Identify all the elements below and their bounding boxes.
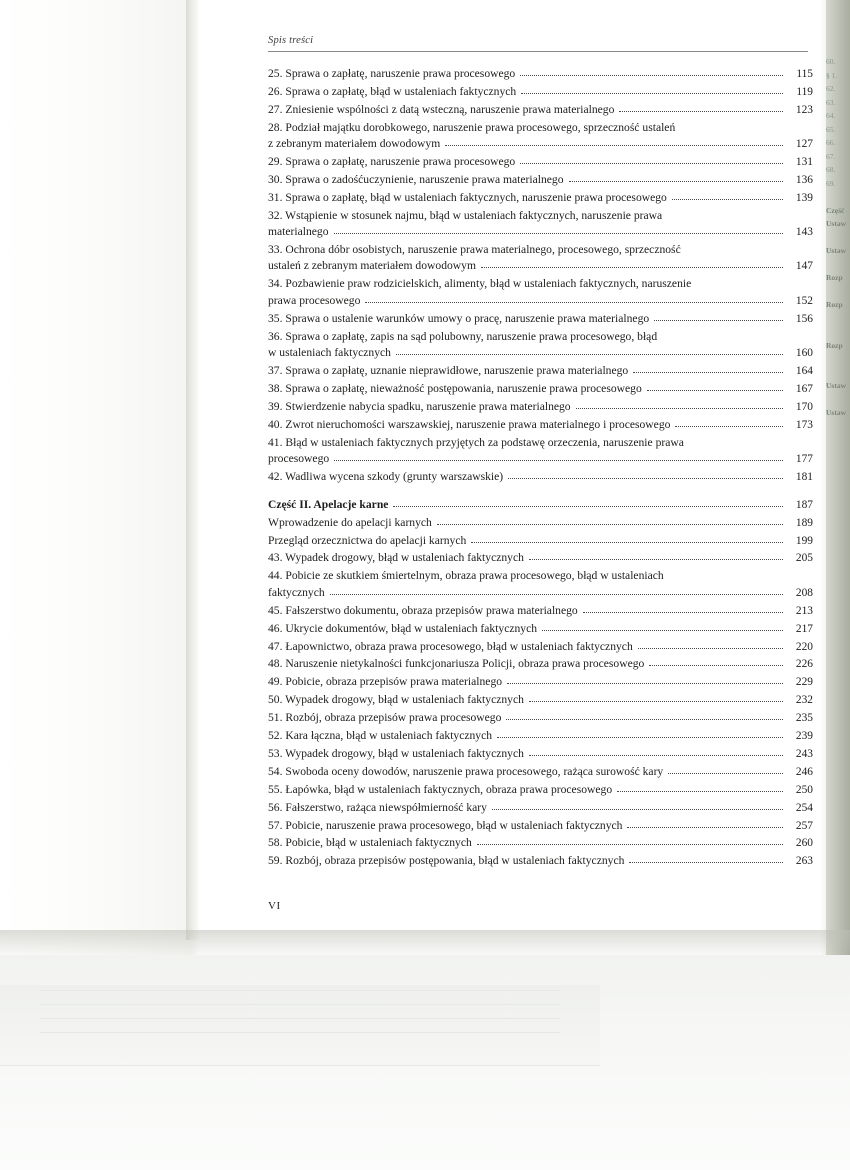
ghost-line: Rozp — [826, 300, 843, 309]
toc-entry-label: 53. Wypadek drogowy, błąd w ustaleniach faktycznych — [268, 746, 524, 760]
toc-entry-label-cont: w ustaleniach faktycznych — [268, 346, 391, 359]
header-rule — [268, 51, 808, 52]
toc-entry-label: 50. Wypadek drogowy, błąd w ustaleniach faktycznych — [268, 693, 524, 707]
toc-entry[interactable] — [268, 818, 813, 834]
toc-entry[interactable] — [268, 399, 813, 415]
toc-page-number: 136 — [795, 173, 813, 186]
toc-entry[interactable] — [268, 381, 813, 397]
toc-entry[interactable] — [268, 276, 813, 309]
toc-entry[interactable] — [268, 746, 813, 762]
toc-entry-second-line — [268, 451, 813, 467]
toc-dot-leader — [437, 515, 783, 525]
toc-dot-leader — [492, 800, 783, 810]
toc-entry[interactable] — [268, 692, 813, 708]
ghost-line: § 1. — [826, 70, 838, 80]
page-content — [268, 0, 813, 912]
toc-entry-label: 36. Sprawa o zapłatę, zapis na sąd polubowny, naruszenie prawa procesowego, błąd — [268, 329, 658, 343]
toc-entry[interactable] — [268, 242, 813, 275]
toc-page-number: 229 — [795, 676, 813, 689]
toc-entry-label: 44. Pobicie ze skutkiem śmiertelnym, obraza prawa procesowego, błąd w ustaleniach — [268, 569, 664, 583]
toc-entry[interactable] — [268, 853, 813, 869]
toc-entry[interactable] — [268, 603, 813, 619]
toc-entry[interactable] — [268, 621, 813, 637]
ghost-line: 60. — [826, 57, 836, 66]
toc-entry-label: 57. Pobicie, naruszenie prawa procesowego, błąd w ustaleniach faktycznych — [268, 818, 623, 832]
ghost-line: Ustaw — [826, 219, 846, 228]
toc-entry-label: 49. Pobicie, obraza przepisów prawa materialnego — [268, 675, 503, 689]
toc-page-number: 164 — [795, 364, 813, 377]
toc-entry[interactable] — [268, 66, 813, 82]
toc-entry-second-line — [268, 293, 813, 309]
ghost-line — [826, 231, 850, 245]
toc-entry[interactable] — [268, 782, 813, 798]
ghost-line: 65. — [826, 124, 836, 134]
toc-page-number: 254 — [795, 801, 813, 814]
toc-dot-leader — [506, 710, 783, 720]
toc-page-number: 213 — [795, 604, 813, 617]
toc-page-number: 170 — [795, 400, 813, 413]
toc-dot-leader — [633, 363, 783, 373]
toc-entry-label: 42. Wadliwa wycena szkody (grunty warszawskie) — [268, 469, 504, 483]
toc-dot-leader — [649, 656, 783, 666]
toc-dot-leader — [481, 258, 783, 268]
ghost-line — [826, 258, 850, 272]
toc-entry-label: 47. Łapownictwo, obraza prawa procesowego, błąd w ustaleniach faktycznych — [268, 639, 633, 653]
toc-dot-leader — [477, 835, 783, 845]
toc-page-number: 167 — [795, 382, 813, 395]
toc-entry-label: 59. Rozbój, obraza przepisów postępowania, błąd w ustaleniach faktycznych — [268, 854, 625, 868]
toc-entry[interactable] — [268, 639, 813, 655]
toc-entry[interactable] — [268, 102, 813, 118]
toc-page-number: 243 — [795, 747, 813, 760]
toc-page-number: 160 — [795, 347, 813, 359]
toc-entry[interactable] — [268, 329, 813, 362]
toc-entry-second-line — [268, 224, 813, 240]
running-head: Spis treści — [268, 35, 314, 46]
toc-entry-label: 43. Wypadek drogowy, błąd w ustaleniach faktycznych — [268, 551, 524, 565]
ghost-line — [826, 190, 850, 204]
toc-dot-leader — [672, 190, 783, 200]
toc-page-number: 181 — [795, 470, 813, 483]
ghost-line: 69. — [826, 178, 836, 188]
toc-entry[interactable] — [268, 84, 813, 100]
page-left-edge — [186, 0, 200, 940]
toc-dot-leader — [445, 136, 783, 146]
toc-dot-leader — [647, 381, 783, 391]
toc-entry-label: 39. Stwierdzenie nabycia spadku, naruszenie prawa materialnego — [268, 399, 571, 413]
toc-dot-leader — [365, 293, 783, 303]
toc-entry-label: 30. Sprawa o zadośćuczynienie, naruszenie prawa materialnego — [268, 172, 564, 186]
toc-entry[interactable] — [268, 172, 813, 188]
toc-page-number: 246 — [795, 765, 813, 778]
toc-entry-second-line — [268, 136, 813, 152]
toc-entry-label: 41. Błąd w ustaleniach faktycznych przyjętych za podstawę orzeczenia, naruszenie prawa — [268, 435, 684, 449]
toc-dot-leader — [654, 311, 783, 321]
ghost-line — [826, 393, 850, 407]
toc-dot-leader — [330, 585, 783, 595]
toc-entry-label: 37. Sprawa o zapłatę, uznanie nieprawidłowe, naruszenie prawa materialnego — [268, 363, 629, 377]
toc-page-number: 239 — [795, 730, 813, 743]
ghost-line: Rozp — [826, 340, 843, 350]
toc-entry-label: 28. Podział majątku dorobkowego, naruszenie prawa procesowego, sprzeczność ustaleń — [268, 120, 676, 134]
toc-entry-label: 52. Kara łączna, błąd w ustaleniach faktycznych — [268, 729, 493, 743]
toc-entry-label: 56. Fałszerstwo, rażąca niewspółmierność kary — [268, 800, 487, 814]
toc-dot-leader — [529, 550, 783, 560]
toc-page-number: 123 — [795, 103, 813, 116]
facing-page-ghost-text — [826, 55, 850, 875]
toc-dot-leader — [334, 451, 783, 461]
ghost-line: Ustaw — [826, 381, 846, 390]
toc-entry-label: 34. Pozbawienie praw rodzicielskich, alimenty, błąd w ustaleniach faktycznych, naruszenie — [268, 277, 692, 291]
toc-dot-leader — [529, 746, 783, 756]
toc-dot-leader — [393, 497, 783, 507]
ghost-line: 63. — [826, 97, 836, 107]
toc-entry-label: 55. Łapówka, błąd w ustaleniach faktycznych, obraza prawa procesowego — [268, 782, 613, 796]
table-of-contents — [268, 66, 813, 870]
toc-dot-leader — [497, 728, 783, 738]
toc-entry-label-cont: prawa procesowego — [268, 293, 361, 307]
toc-entry-label: Część II. Apelacje karne — [268, 497, 389, 511]
toc-page-number: 127 — [795, 138, 813, 151]
toc-dot-leader — [619, 102, 783, 112]
toc-page-number: 232 — [795, 694, 813, 707]
toc-dot-leader — [569, 172, 783, 182]
toc-page-number: 143 — [795, 226, 813, 239]
toc-entry-label-cont: ustaleń z zebranym materiałem dowodowym — [268, 259, 476, 273]
toc-dot-leader — [583, 603, 783, 613]
ghost-line: 62. — [826, 84, 836, 93]
toc-entry-label: Wprowadzenie do apelacji karnych — [268, 515, 432, 529]
toc-entry[interactable] — [268, 728, 813, 744]
toc-entry-label: 48. Naruszenie nietykalności funkcjonariusza Policji, obraza prawa procesowego — [268, 657, 645, 671]
toc-entry-label: 46. Ukrycie dokumentów, błąd w ustaleniach faktycznych — [268, 621, 538, 635]
ghost-line — [826, 312, 850, 326]
toc-page-number: 205 — [795, 552, 813, 565]
toc-page-number: 115 — [796, 68, 813, 80]
toc-entry[interactable] — [268, 208, 813, 241]
ghost-line: 66. — [826, 138, 836, 147]
toc-dot-leader — [508, 469, 783, 479]
toc-entry-label: 33. Ochrona dóbr osobistych, naruszenie prawa materialnego, procesowego, sprzeczność — [268, 243, 681, 257]
toc-entry[interactable] — [268, 835, 813, 851]
toc-entry[interactable] — [268, 311, 813, 327]
folio-number: VI — [268, 899, 281, 912]
toc-entry[interactable] — [268, 656, 813, 672]
toc-page-number: 235 — [795, 712, 813, 725]
toc-entry[interactable] — [268, 550, 813, 566]
toc-entry-label: 58. Pobicie, błąd w ustaleniach faktycznych — [268, 836, 472, 850]
toc-entry-label-cont: z zebranym materiałem dowodowym — [268, 137, 441, 151]
ghost-line — [826, 352, 850, 366]
toc-entry-label: 27. Zniesienie wspólności z datą wsteczną, naruszenie prawa materialnego — [268, 102, 615, 116]
toc-entry[interactable] — [268, 469, 813, 485]
toc-dot-leader — [471, 533, 783, 543]
toc-page-number: 177 — [795, 452, 813, 465]
toc-page-number: 250 — [795, 783, 813, 796]
toc-entry-label: 26. Sprawa o zapłatę, błąd w ustaleniach faktycznych — [268, 84, 517, 98]
toc-page-number: 139 — [795, 191, 813, 204]
ghost-line: 64. — [826, 111, 836, 120]
toc-entry-second-line — [268, 345, 813, 361]
toc-dot-leader — [542, 621, 783, 631]
toc-entry-second-line — [268, 258, 813, 274]
toc-entry[interactable] — [268, 154, 813, 170]
toc-page-number: 260 — [795, 837, 813, 850]
toc-page-number: 226 — [795, 658, 813, 671]
toc-entry-label: 31. Sprawa o zapłatę, błąd w ustaleniach faktycznych, naruszenie prawa procesowego — [268, 190, 667, 204]
toc-entry[interactable] — [268, 800, 813, 816]
toc-entry-label: Przegląd orzecznictwa do apelacji karnych — [268, 533, 467, 547]
toc-page-number: 173 — [795, 418, 813, 431]
ghost-line: 68. — [826, 165, 836, 174]
toc-entry-label: 45. Fałszerstwo dokumentu, obraza przepisów prawa materialnego — [268, 603, 578, 617]
toc-page-number: 152 — [795, 294, 813, 307]
toc-dot-leader — [675, 417, 783, 427]
toc-page-number: 199 — [795, 534, 813, 547]
toc-entry[interactable] — [268, 533, 813, 549]
toc-dot-leader — [638, 639, 783, 649]
ghost-line: Ustaw — [826, 246, 846, 255]
toc-entry[interactable] — [268, 497, 813, 513]
toc-entry-label: 40. Zwrot nieruchomości warszawskiej, naruszenie prawa materialnego i procesowego — [268, 417, 671, 431]
toc-entry[interactable] — [268, 120, 813, 153]
toc-page-number: 119 — [796, 85, 813, 98]
toc-dot-leader — [576, 399, 783, 409]
ghost-line: 67. — [826, 151, 836, 161]
toc-entry-label: 38. Sprawa o zapłatę, nieważność postępowania, naruszenie prawa procesowego — [268, 381, 642, 395]
toc-page-number: 189 — [795, 516, 813, 529]
toc-entry[interactable] — [268, 515, 813, 531]
toc-entry-label-cont: materialnego — [268, 225, 329, 239]
toc-dot-leader — [521, 84, 783, 94]
toc-dot-leader — [507, 674, 783, 684]
toc-dot-leader — [520, 66, 783, 76]
toc-page-number: 187 — [795, 498, 813, 511]
toc-page-number: 220 — [795, 640, 813, 653]
toc-dot-leader — [629, 853, 783, 863]
toc-entry[interactable] — [268, 363, 813, 379]
toc-dot-leader — [617, 782, 783, 792]
toc-entry[interactable] — [268, 674, 813, 690]
ghost-line: Część — [826, 205, 845, 215]
toc-dot-leader — [396, 345, 783, 355]
toc-entry-label: 51. Rozbój, obraza przepisów prawa procesowego — [268, 711, 502, 725]
toc-entry-label-cont: faktycznych — [268, 585, 325, 599]
toc-section-gap — [268, 487, 813, 497]
toc-dot-leader — [334, 224, 783, 234]
toc-page-number: 156 — [795, 312, 813, 325]
toc-page-number: 263 — [795, 855, 813, 868]
toc-dot-leader — [520, 154, 783, 164]
toc-entry[interactable] — [268, 764, 813, 780]
toc-entry-label: 35. Sprawa o ustalenie warunków umowy o pracę, naruszenie prawa materialnego — [268, 311, 650, 325]
ghost-line — [826, 285, 850, 299]
toc-entry-label-cont: procesowego — [268, 451, 330, 465]
lower-sheet-lines — [40, 990, 560, 1050]
toc-entry[interactable] — [268, 710, 813, 726]
ghost-line — [826, 366, 850, 380]
toc-page-number: 147 — [795, 260, 813, 273]
toc-entry[interactable] — [268, 417, 813, 433]
toc-entry-label: 29. Sprawa o zapłatę, naruszenie prawa procesowego — [268, 155, 516, 169]
toc-page-number: 257 — [795, 819, 813, 832]
toc-entry[interactable] — [268, 435, 813, 468]
toc-entry[interactable] — [268, 568, 813, 601]
toc-entry-label: 54. Swoboda oceny dowodów, naruszenie prawa procesowego, rażąca surowość kary — [268, 764, 664, 778]
toc-entry-label: 32. Wstąpienie w stosunek najmu, błąd w ustaleniach faktycznych, naruszenie prawa — [268, 208, 663, 222]
toc-dot-leader — [668, 764, 783, 774]
toc-entry[interactable] — [268, 190, 813, 206]
toc-dot-leader — [627, 818, 783, 828]
toc-page-number: 208 — [795, 586, 813, 599]
toc-entry-label: 25. Sprawa o zapłatę, naruszenie prawa procesowego — [268, 67, 516, 80]
toc-entry-second-line — [268, 585, 813, 601]
ghost-line: Ustaw — [826, 408, 846, 417]
ghost-line — [826, 325, 850, 339]
toc-page-number: 131 — [795, 156, 813, 169]
toc-page-number: 217 — [795, 622, 813, 635]
ghost-line: Rozp — [826, 273, 843, 282]
toc-dot-leader — [529, 692, 783, 702]
